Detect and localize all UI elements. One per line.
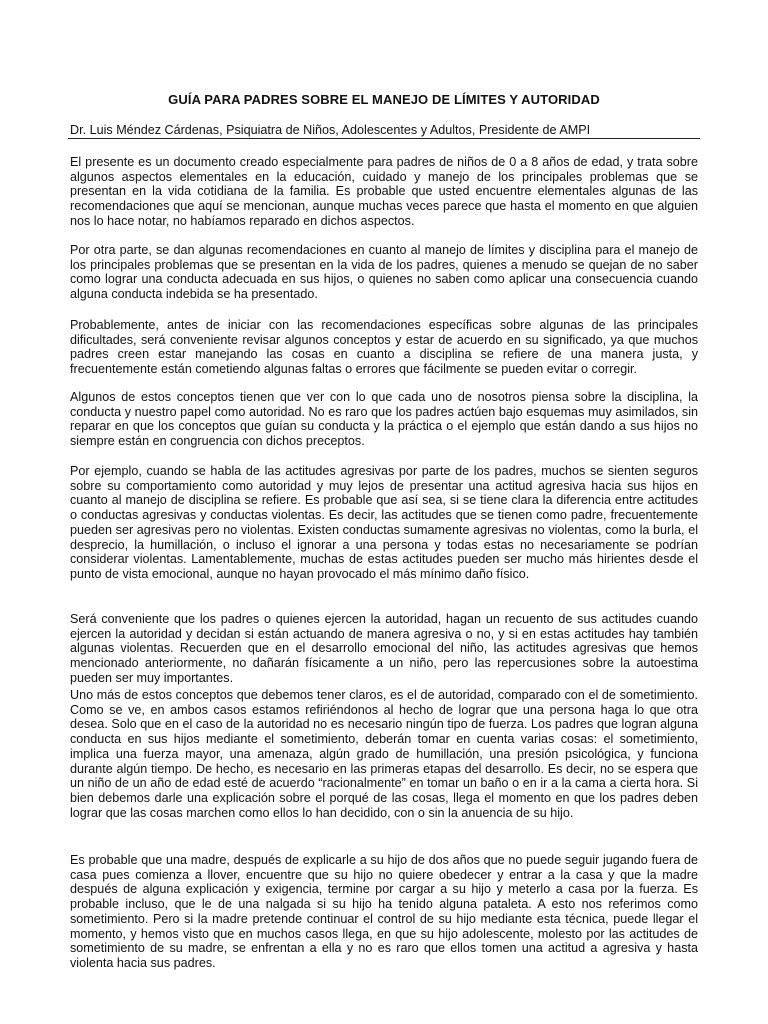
document-title: GUÍA PARA PADRES SOBRE EL MANEJO DE LÍMITES Y AUTORIDAD: [168, 92, 600, 107]
paragraph-3: Probablemente, antes de iniciar con las recomendaciones específicas sobre algunas de las principales dificultades, será conveniente revisar algunos conceptos y estar de acuerdo en su significado, ya que muchos padres creen estar manejando las cosas en cuanto a disciplina se refiere de una manera justa, y frecuentemente están cometiendo algunas faltas o errores que fácilmente se pueden evitar o corregir.: [70, 318, 698, 377]
paragraph-1: El presente es un documento creado especialmente para padres de niños de 0 a 8 años de edad, y trata sobre algunos aspectos elementales en la educación, cuidado y manejo de los principales problemas que se presentan en la vida cotidiana de la familia. Es probable que usted encuentre elementales algunas de las recomendaciones que aquí se mencionan, aunque muchas veces parece que hasta el momento en que alguien nos lo hace notar, no habíamos reparado en dichos aspectos.: [70, 155, 698, 228]
paragraph-7: Uno más de estos conceptos que debemos tener claros, es el de autoridad, comparado con el de sometimiento. Como se ve, en ambos casos estamos refiriéndonos al hecho de lograr que una persona haga lo que otra desea. Solo que en el caso de la autoridad no es necesario ningún tipo de fuerza. Los padres que logran alguna conducta en sus hijos mediante el sometimiento, deberán tomar en cuenta varias cosas: el sometimiento, implica una fuerza mayor, una amenaza, algún grado de humillación, una presión psicológica, y funciona durante algún tiempo. De hecho, es necesario en las primeras etapas del desarrollo. Es decir, no se espera que un niño de un año de edad esté de acuerdo “racionalmente” en tomar un baño o en ir a la cama a cierta hora. Si bien debemos darle una explicación sobre el porqué de las cosas, llega el momento en que los padres deben lograr que las cosas marchen como ellos lo han decidido, con o sin la anuencia de su hijo.: [70, 688, 698, 820]
paragraph-2: Por otra parte, se dan algunas recomendaciones en cuanto al manejo de límites y disciplina para el manejo de los principales problemas que se presentan en la vida de los padres, quienes a menudo se quejan de no saber como lograr una conducta adecuada en sus hijos, o quienes no saben como aplicar una consecuencia cuando alguna conducta indebida se ha presentado.: [70, 243, 698, 302]
header-divider: [68, 138, 700, 139]
author-line: Dr. Luis Méndez Cárdenas, Psiquiatra de Niños, Adolescentes y Adultos, Presidente de AMPI: [70, 123, 591, 137]
paragraph-5: Por ejemplo, cuando se habla de las actitudes agresivas por parte de los padres, muchos se sienten seguros sobre su comportamiento como autoridad y muy lejos de presentar una actitud agresiva hacia sus hijos en cuanto al manejo de disciplina se refiere. Es probable que así sea, si se tiene clara la diferencia entre actitudes o conductas agresivas y conductas violentas. Es decir, las actitudes que se tienen como padre, frecuentemente pueden ser agresivas pero no violentas. Existen conductas sumamente agresivas no violentas, como la burla, el desprecio, la humillación, o incluso el ignorar a una persona y todas estas no necesariamente se podrían considerar violentas. Lamentablemente, muchas de estas actitudes pueden ser mucho más hirientes desde el punto de vista emocional, aunque no hayan provocado el más mínimo daño físico.: [70, 464, 698, 581]
paragraph-8: Es probable que una madre, después de explicarle a su hijo de dos años que no puede seguir jugando fuera de casa pues comienza a llover, encuentre que su hijo no quiere obedecer y entrar a la casa y que la madre después de alguna explicación y exigencia, termine por cargar a su hijo y meterlo a casa por la fuerza. Es probable incluso, que le de una nalgada si su hijo ha tenido alguna pataleta. A esto nos referimos como sometimiento. Pero si la madre pretende continuar el control de su hijo mediante esta técnica, puede llegar el momento, y hemos visto que en muchos casos llega, en que su hijo adolescente, molesto por las actitudes de sometimiento de su madre, se enfrentan a ella y no es raro que ellos tomen una actitud a agresiva y hasta violenta hacia sus padres.: [70, 853, 698, 970]
paragraph-6: Será conveniente que los padres o quienes ejercen la autoridad, hagan un recuento de sus actitudes cuando ejercen la autoridad y decidan si están actuando de manera agresiva o no, y si en estas actitudes hay también algunas violentas. Recuerden que en el desarrollo emocional del niño, las actitudes agresivas que hemos mencionado anteriormente, no dañarán físicamente a un niño, pero las repercusiones sobre la autoestima pueden ser muy importantes.: [70, 612, 698, 685]
paragraph-4: Algunos de estos conceptos tienen que ver con lo que cada uno de nosotros piensa sobre la disciplina, la conducta y nuestro papel como autoridad. No es raro que los padres actúen bajo esquemas muy asimilados, sin reparar en que los conceptos que guían su conducta y la práctica o el ejemplo que están dando a sus hijos no siempre están en congruencia con dichos preceptos.: [70, 390, 698, 449]
